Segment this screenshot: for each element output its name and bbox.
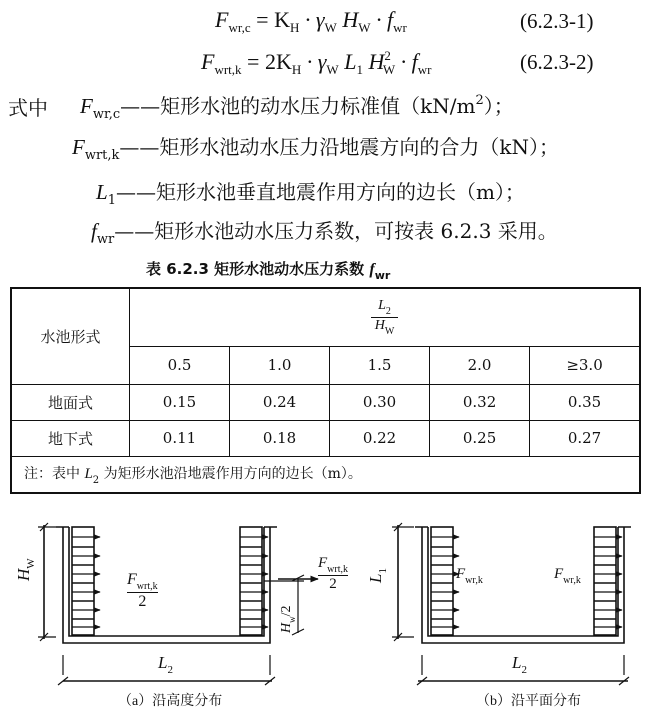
table-cell: 0.35: [530, 384, 640, 420]
table-cell: 0.22: [330, 420, 430, 456]
column-header: 2.0: [430, 346, 530, 384]
column-header: 0.5: [130, 346, 230, 384]
coefficient-table: [10, 287, 641, 494]
formula-2-number: (6.2.3-2): [520, 50, 594, 74]
table-cell: 0.18: [230, 420, 330, 456]
row-header-cell: 水池形式: [11, 288, 130, 384]
formula-2: $F_{wrt,k} = 2K_H \cdot \gamma_W$ $L_1$ $H^2_W \cdot f_{wr}$: [201, 48, 432, 77]
table-cell: 0.30: [330, 384, 430, 420]
label-force-left: $F_{wr,k}$: [456, 566, 483, 586]
label-force-right: $F_{wr,k}$: [554, 566, 581, 586]
column-header: 1.5: [330, 346, 430, 384]
row-label: 地面式: [11, 384, 130, 420]
figure-diagrams: [0, 505, 650, 717]
formula-1-number: (6.2.3-1): [520, 9, 594, 33]
tank-b: [415, 527, 631, 643]
label-force-half: $F_{wrt,k}$ 2: [127, 571, 158, 610]
row-label: 地下式: [11, 420, 130, 456]
definition-l1: $L_1——$矩形水池垂直地震作用方向的边长（m）；: [96, 180, 525, 208]
table-cell: 0.27: [530, 420, 640, 456]
definition-fwrc: $F_{wr,c}——$矩形水池的动水压力标准值$(kN/m^2)$；: [80, 93, 514, 122]
label-hw: $H_W$: [14, 558, 37, 581]
where-label: 式中: [8, 96, 48, 120]
definition-fwr: $f_{wr}——$矩形水池动水压力系数，可按表 6.2.3 采用。: [91, 219, 558, 247]
table-cell: 0.24: [230, 384, 330, 420]
table-caption: 表 6.2.3 矩形水池动水压力系数 $f_{wr}$: [146, 260, 391, 282]
caption-a: （a）沿高度分布: [118, 694, 223, 709]
table-note: 注：表中 $L_2$ 为矩形水池沿地震作用方向的边长（m）。: [11, 456, 640, 493]
column-header: ≥3.0: [530, 346, 640, 384]
table-cell: 0.15: [130, 384, 230, 420]
table-cell: 0.11: [130, 420, 230, 456]
label-l1: $L_1$: [366, 568, 389, 583]
column-header: 1.0: [230, 346, 330, 384]
table-row: [11, 384, 640, 420]
caption-b: （b）沿平面分布: [476, 694, 581, 709]
table-cell: 0.25: [430, 420, 530, 456]
table-cell: 0.32: [430, 384, 530, 420]
tank-a: [56, 527, 277, 643]
ratio-header: $\frac{L_2}{H_W}$: [130, 288, 641, 346]
label-l2-a: $L_2$: [158, 653, 173, 676]
table-row: [11, 420, 640, 456]
label-l2-b: $L_2$: [512, 653, 527, 676]
definition-fwrtk: $F_{wrt,k}——$矩形水池动水压力沿地震方向的合力（kN）；: [72, 135, 560, 163]
label-ext-force: $F_{wrt,k}$ 2: [318, 555, 349, 592]
label-hw-half: $H_w/2$: [279, 605, 297, 633]
formula-1: $F_{wr,c} = K_H \cdot \gamma_W$ $H_W \cdot f_{wr}$: [215, 7, 407, 35]
